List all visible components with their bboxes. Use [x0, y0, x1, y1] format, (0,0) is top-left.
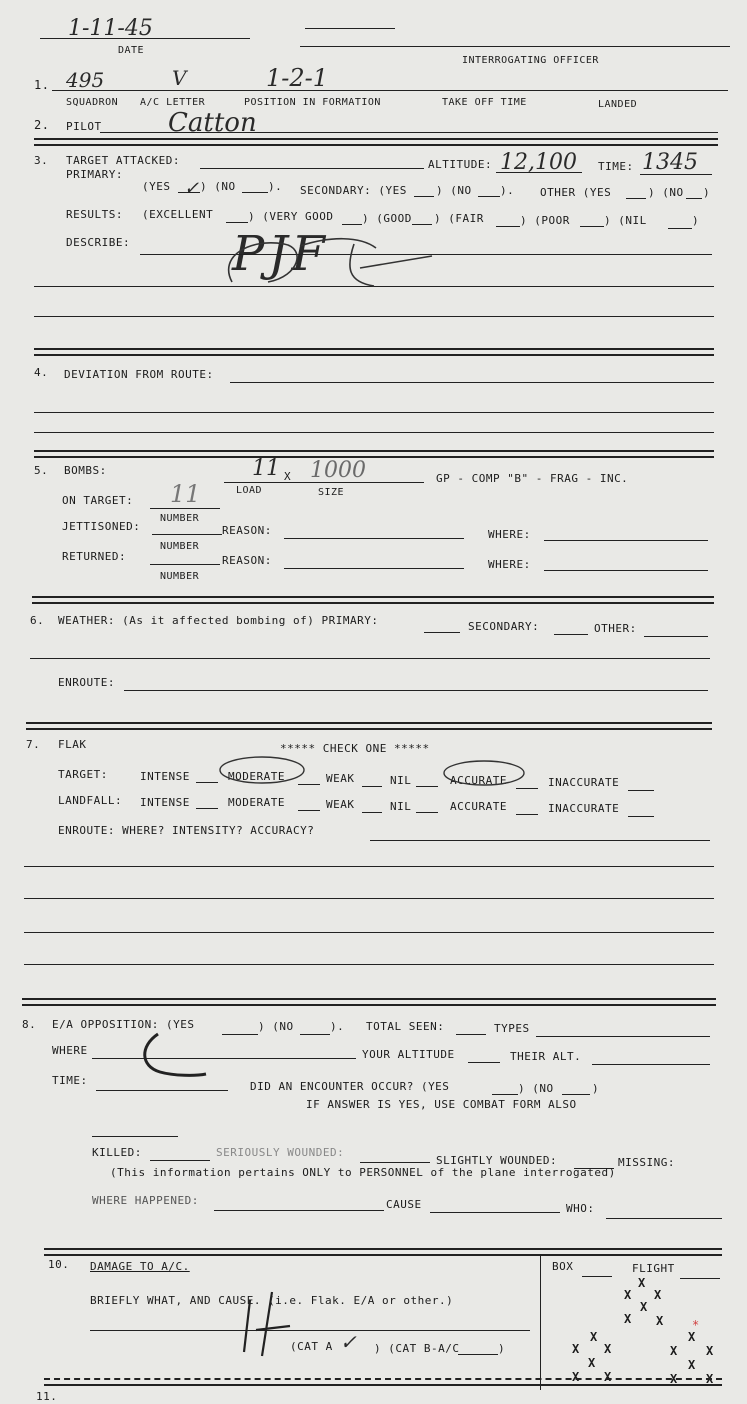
formation-x: X [670, 1344, 678, 1358]
flak-landfall-moderate: MODERATE [228, 796, 285, 809]
section10-number: 10. [48, 1258, 70, 1271]
formation-x: X [590, 1330, 598, 1344]
ea-time-label: TIME: [52, 1074, 88, 1087]
damage-initials-mark [244, 1292, 290, 1356]
combat-form-note: IF ANSWER IS YES, USE COMBAT FORM ALSO [306, 1098, 577, 1111]
briefly-label: BRIEFLY WHAT, AND CAUSE. (i.e. Flak. E/A or other.) [90, 1294, 454, 1307]
returned-number-label: NUMBER [160, 571, 200, 582]
where-happened-label: WHERE HAPPENED: [92, 1194, 199, 1207]
flak-target-nil: NIL [390, 774, 412, 787]
weather-other-label: OTHER: [594, 622, 637, 635]
check-one-label: ***** CHECK ONE ***** [280, 742, 430, 755]
flak-landfall-weak: WEAK [326, 798, 355, 811]
altitude-value: 12,100 [500, 150, 577, 175]
ea-opposition-mark [145, 1034, 206, 1075]
formation-x: X [640, 1300, 648, 1314]
accurate-circle [444, 761, 524, 785]
damage-label: DAMAGE TO A/C. [90, 1260, 190, 1273]
seriously-wounded-label: SERIOUSLY WOUNDED: [216, 1146, 345, 1159]
load-x: X [284, 470, 292, 483]
landed-label: LANDED [598, 99, 638, 110]
formation-x: X [670, 1372, 678, 1386]
encounter-label: DID AN ENCOUNTER OCCUR? (YES [250, 1080, 450, 1093]
formation-x: X [706, 1372, 714, 1386]
cat-a-check: ✓ [340, 1330, 357, 1354]
takeoff-label: TAKE OFF TIME [442, 97, 527, 108]
time-label: TIME: [598, 160, 634, 173]
weather-secondary-label: SECONDARY: [468, 620, 540, 633]
section11-number: 11. [36, 1390, 58, 1403]
secondary-close: ). [500, 184, 515, 197]
section1-number: 1. [34, 78, 50, 92]
flak-target-moderate: MODERATE [228, 770, 285, 783]
results-poor: ) (POOR [520, 214, 570, 227]
formation-x: X [638, 1276, 646, 1290]
formation-x: X [604, 1342, 612, 1356]
killed-label: KILLED: [92, 1146, 142, 1159]
flak-target-label: TARGET: [58, 768, 108, 781]
encounter-close: ) [592, 1082, 600, 1095]
pilot-label: PILOT [66, 120, 102, 133]
other-yes: OTHER (YES [540, 186, 612, 199]
flak-target-weak: WEAK [326, 772, 355, 785]
deviation-label: DEVIATION FROM ROUTE: [64, 368, 214, 381]
results-close: ) [692, 214, 700, 227]
missing-label: MISSING: [618, 1156, 675, 1169]
officer-label: INTERROGATING OFFICER [462, 55, 599, 66]
describe-signature: PJF [232, 226, 329, 282]
flak-landfall-intense: INTENSE [140, 796, 190, 809]
formation-x: X [624, 1312, 632, 1326]
position-value: 1-2-1 [266, 64, 329, 92]
results-very-good: ) (VERY GOOD [248, 210, 334, 223]
formation-x: X [706, 1344, 714, 1358]
primary-close: ). [268, 180, 283, 193]
position-label: POSITION IN FORMATION [244, 97, 381, 108]
time-value: 1345 [642, 150, 698, 175]
flak-landfall-inaccurate: INACCURATE [548, 802, 620, 815]
load-value: 11 [252, 456, 280, 481]
results-good: ) (GOOD [362, 212, 412, 225]
jettisoned-reason-label: REASON: [222, 524, 272, 537]
returned-reason-label: REASON: [222, 554, 272, 567]
flak-target-inaccurate: INACCURATE [548, 776, 620, 789]
section7-number: 7. [26, 738, 41, 751]
date-label: DATE [118, 45, 145, 56]
primary-no: ) (NO [200, 180, 236, 193]
total-seen-label: TOTAL SEEN: [366, 1020, 445, 1033]
cause-label: CAUSE [386, 1198, 422, 1211]
primary-yes-check: ✓ [184, 178, 200, 199]
their-alt-label: THEIR ALT. [510, 1050, 582, 1063]
altitude-label: ALTITUDE: [428, 158, 493, 171]
slightly-wounded-label: SLIGHTLY WOUNDED: [436, 1154, 558, 1167]
date-value: 1-11-45 [68, 16, 153, 41]
section6-number: 6. [30, 614, 45, 627]
ea-close: ). [330, 1020, 345, 1033]
ac-letter-value: V [172, 66, 187, 90]
secondary-yes: SECONDARY: (YES [300, 184, 407, 197]
target-attacked-label: TARGET ATTACKED: [66, 154, 180, 167]
flak-enroute-line: ENROUTE: WHERE? INTENSITY? ACCURACY? [58, 824, 315, 837]
your-altitude-label: YOUR ALTITUDE [362, 1048, 455, 1061]
on-target-value: 11 [170, 480, 201, 508]
section3-number: 3. [34, 154, 49, 167]
formation-x: X [624, 1288, 632, 1302]
results-fair: ) (FAIR [434, 212, 484, 225]
on-target-label: ON TARGET: [62, 494, 134, 507]
formation-x: X [688, 1330, 696, 1344]
formation-x: X [572, 1370, 580, 1384]
flak-target-intense: INTENSE [140, 770, 190, 783]
weather-label: WEATHER: (As it affected bombing of) PRIMARY: [58, 614, 379, 627]
flak-landfall-accurate: ACCURATE [450, 800, 507, 813]
primary-yes: (YES [142, 180, 171, 193]
other-no: ) (NO [648, 186, 684, 199]
bomb-types: GP - COMP "B" - FRAG - INC. [436, 472, 629, 485]
jettisoned-label: JETTISONED: [62, 520, 141, 533]
signature-stroke [360, 256, 432, 268]
encounter-no: ) (NO [518, 1082, 554, 1095]
types-label: TYPES [494, 1022, 530, 1035]
results-label: RESULTS: [66, 208, 123, 221]
on-target-number-label: NUMBER [160, 513, 200, 524]
bombs-label: BOMBS: [64, 464, 107, 477]
jettisoned-where-label: WHERE: [488, 528, 531, 541]
flak-target-accurate: ACCURATE [450, 774, 507, 787]
returned-label: RETURNED: [62, 550, 127, 563]
primary-label: PRIMARY: [66, 168, 123, 181]
ac-letter-label: A/C LETTER [140, 97, 206, 108]
secondary-no: ) (NO [436, 184, 472, 197]
load-label: LOAD [236, 485, 263, 496]
moderate-circle [220, 757, 304, 783]
cat-a-label: (CAT A [290, 1340, 333, 1353]
flak-landfall-nil: NIL [390, 800, 412, 813]
personnel-note: (This information pertains ONLY to PERSONNEL of the plane interrogated) [110, 1166, 616, 1179]
formation-x: X [656, 1314, 664, 1328]
ea-no: ) (NO [258, 1020, 294, 1033]
jettisoned-number-label: NUMBER [160, 541, 200, 552]
flight-label: FLIGHT [632, 1262, 675, 1275]
signature-stroke [229, 243, 297, 282]
flak-landfall-label: LANDFALL: [58, 794, 123, 807]
box-label: BOX [552, 1260, 574, 1273]
size-value: 1000 [310, 458, 366, 483]
describe-label: DESCRIBE: [66, 236, 131, 249]
formation-x: X [572, 1342, 580, 1356]
flak-label: FLAK [58, 738, 87, 751]
enroute-label: ENROUTE: [58, 676, 115, 689]
pilot-value: Catton [168, 108, 257, 138]
section8-number: 8. [22, 1018, 37, 1031]
squadron-label: SQUADRON [66, 97, 119, 108]
ea-opposition-label: E/A OPPOSITION: (YES [52, 1018, 195, 1031]
results-nil: ) (NIL [604, 214, 647, 227]
marked-star: * [692, 1318, 700, 1332]
cat-b-label: ) (CAT B-A/C [374, 1342, 460, 1355]
cat-close: ) [498, 1342, 506, 1355]
results-excellent: (EXCELLENT [142, 208, 214, 221]
section5-number: 5. [34, 464, 49, 477]
ea-where-label: WHERE [52, 1044, 88, 1057]
size-label: SIZE [318, 487, 345, 498]
who-label: WHO: [566, 1202, 595, 1215]
returned-where-label: WHERE: [488, 558, 531, 571]
section2-number: 2. [34, 118, 50, 132]
formation-x: X [604, 1370, 612, 1384]
formation-x: X [654, 1288, 662, 1302]
other-close: ) [703, 186, 711, 199]
formation-x: X [588, 1356, 596, 1370]
signature-stroke [300, 239, 376, 286]
formation-x: X [688, 1358, 696, 1372]
squadron-value: 495 [66, 68, 105, 92]
section4-number: 4. [34, 366, 49, 379]
